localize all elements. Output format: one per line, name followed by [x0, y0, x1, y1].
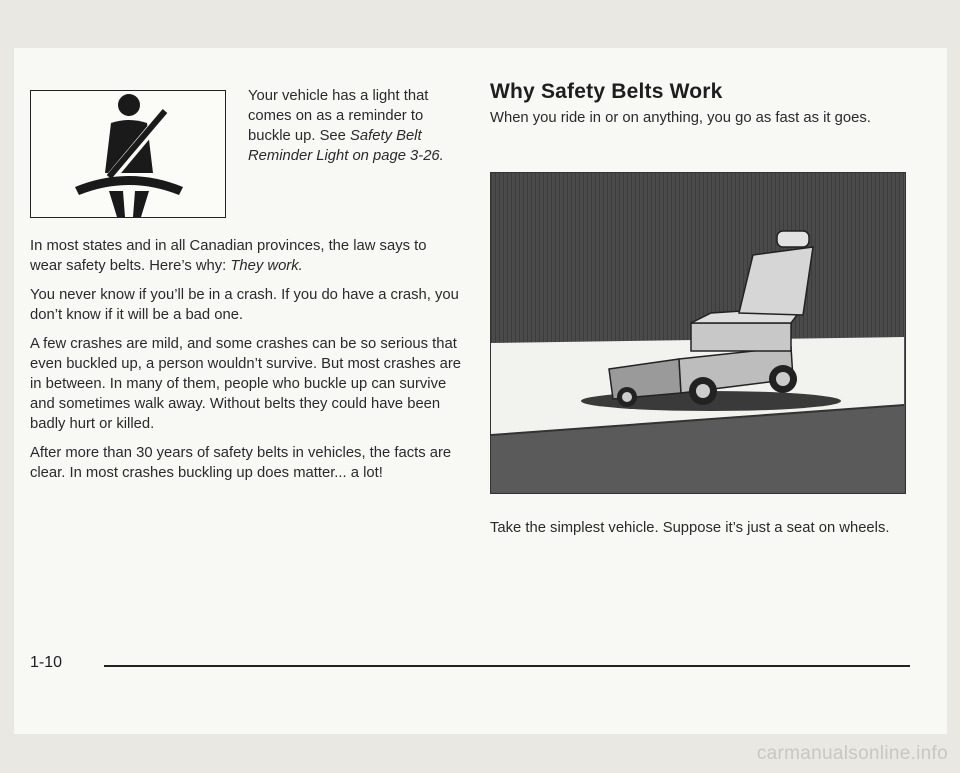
- paragraph-law: [30, 236, 462, 276]
- paragraph-law-emphasis: They work.: [230, 258, 303, 274]
- watermark: carmanualsonline.info: [756, 743, 948, 764]
- reminder-light-reference: Safety Belt Reminder Light on page 3-26.: [248, 128, 444, 164]
- left-column: [30, 236, 462, 492]
- intro-paragraph: When you ride in or on anything, you go as fast as it goes.: [490, 110, 871, 126]
- seat-on-wheels-illustration: [490, 172, 906, 494]
- right-column: [490, 80, 910, 128]
- page-number: 1-10: [30, 654, 63, 671]
- illustration-caption: Take the simplest vehicle. Suppose it’s just a seat on wheels.: [490, 520, 890, 536]
- section-heading: Why Safety Belts Work: [490, 80, 723, 103]
- paragraph-severity: A few crashes are mild, and some crashes can be so serious that even buckled up, a person wouldn’t survive. But most crashes are in between. In many of them, people who buckle up can survive and sometimes walk away. Without belts they could have been badly hurt or killed.: [30, 336, 461, 432]
- paragraph-crash: You never know if you’ll be in a crash. If you do have a crash, you don’t know if it will be a bad one.: [30, 287, 459, 323]
- paragraph-facts: After more than 30 years of safety belts in vehicles, the facts are clear. In most crashes buckling up does matter... a lot!: [30, 445, 452, 481]
- icon-caption: [248, 86, 463, 166]
- footer-rule: [104, 665, 910, 667]
- icon-caption-text: Your vehicle has a light that comes on as a reminder to buckle up. See: [248, 88, 429, 144]
- seatbelt-reminder-icon: [30, 90, 226, 218]
- paragraph-law-text: In most states and in all Canadian provinces, the law says to wear safety belts. Here’s why:: [30, 238, 427, 274]
